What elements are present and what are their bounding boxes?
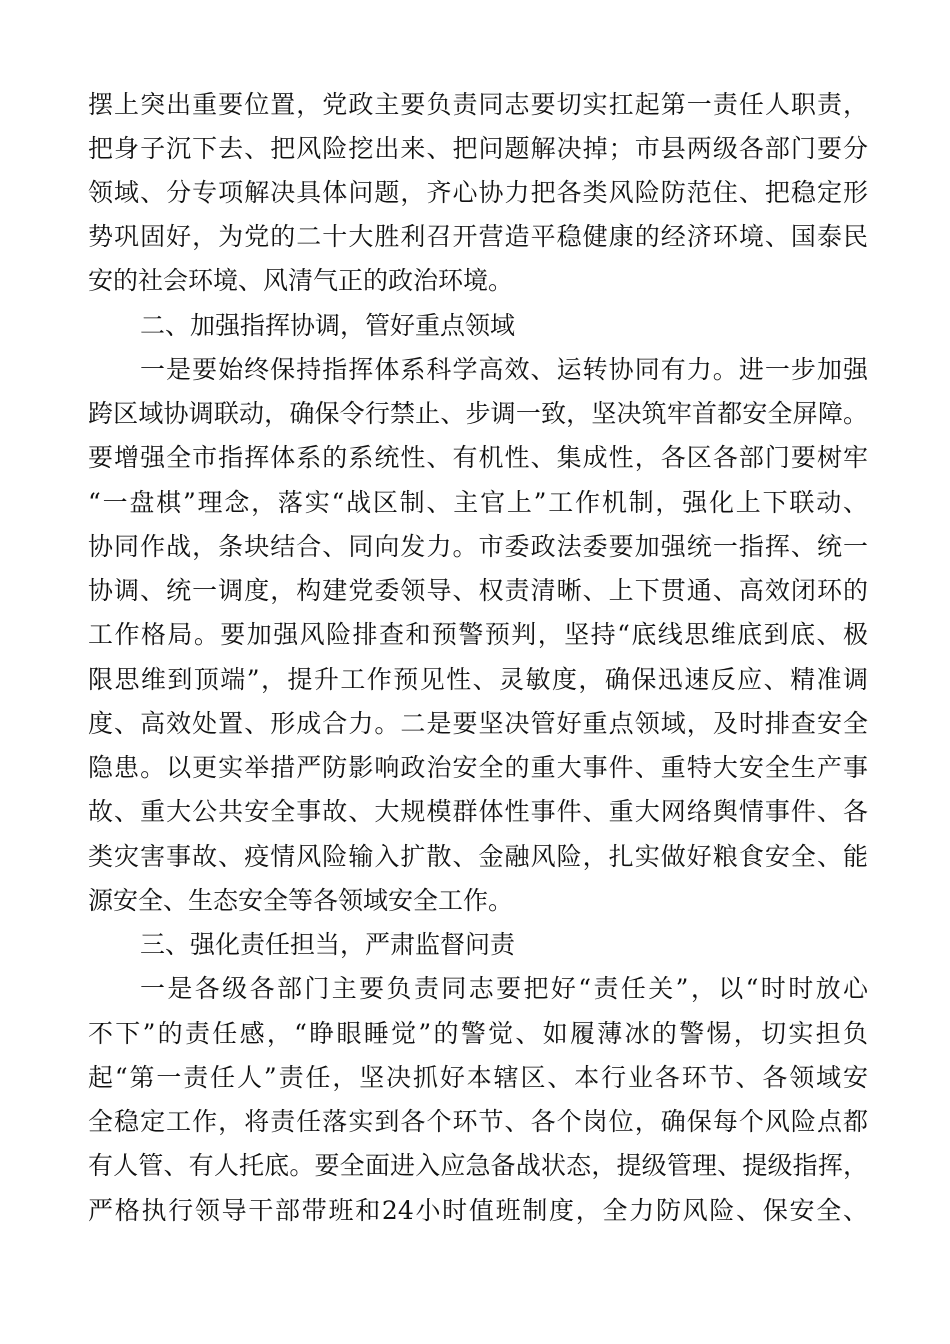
text-line: 工作格局。要加强风险排查和预警预判，坚持“底线思维底到底、极 — [88, 620, 868, 649]
text-line: 把身子沉下去、把风险挖出来、把问题解决掉；市县两级各部门要分 — [88, 134, 868, 163]
text-line: 全稳定工作，将责任落实到各个环节、各个岗位，确保每个风险点都 — [88, 1107, 868, 1136]
section-heading: 三、强化责任担当，严肃监督问责 — [140, 930, 516, 959]
text-line: 严格执行领导干部带班和24小时值班制度，全力防风险、保安全、 — [88, 1196, 868, 1225]
text-line: 故、重大公共安全事故、大规模群体性事件、重大网络舆情事件、各 — [88, 797, 868, 826]
text-line: 领域、分专项解决具体问题，齐心协力把各类风险防范住、把稳定形 — [88, 178, 868, 207]
text-line: 类灾害事故、疫情风险输入扩散、金融风险，扎实做好粮食安全、能 — [88, 842, 868, 871]
text-line: 源安全、生态安全等各领域安全工作。 — [88, 886, 514, 915]
text-line: 有人管、有人托底。要全面进入应急备战状态，提级管理、提级指挥， — [88, 1151, 868, 1180]
text-line: 协调、统一调度，构建党委领导、权责清晰、上下贯通、高效闭环的 — [88, 576, 868, 605]
text-line: “一盘棋”理念，落实“战区制、主官上”工作机制，强化上下联动、 — [88, 488, 868, 517]
text-line: 要增强全市指挥体系的系统性、有机性、集成性，各区各部门要树牢 — [88, 443, 868, 472]
text-line: 一是要始终保持指挥体系科学高效、运转协同有力。进一步加强 — [140, 355, 868, 384]
text-line: 限思维到顶端”，提升工作预见性、灵敏度，确保迅速反应、精准调 — [88, 665, 868, 694]
text-line: 势巩固好，为党的二十大胜利召开营造平稳健康的经济环境、国泰民 — [88, 222, 868, 251]
text-line: 度、高效处置、形成合力。二是要坚决管好重点领域，及时排查安全 — [88, 709, 868, 738]
section-heading: 二、加强指挥协调，管好重点领域 — [140, 311, 516, 340]
text-line: 隐患。以更实举措严防影响政治安全的重大事件、重特大安全生产事 — [88, 753, 868, 782]
text-line: 协同作战，条块结合、同向发力。市委政法委要加强统一指挥、统一 — [88, 532, 868, 561]
text-line: 起“第一责任人”责任，坚决抓好本辖区、本行业各环节、各领域安 — [88, 1063, 868, 1092]
text-line: 不下”的责任感，“睁眼睡觉”的警觉、如履薄冰的警惕，切实担负 — [88, 1019, 868, 1048]
text-line: 安的社会环境、风清气正的政治环境。 — [88, 266, 514, 295]
text-line: 跨区域协调联动，确保令行禁止、步调一致，坚决筑牢首都安全屏障。 — [88, 399, 868, 428]
text-line: 一是各级各部门主要负责同志要把好“责任关”，以“时时放心 — [140, 974, 868, 1003]
text-line: 摆上突出重要位置，党政主要负责同志要切实扛起第一责任人职责， — [88, 90, 868, 119]
